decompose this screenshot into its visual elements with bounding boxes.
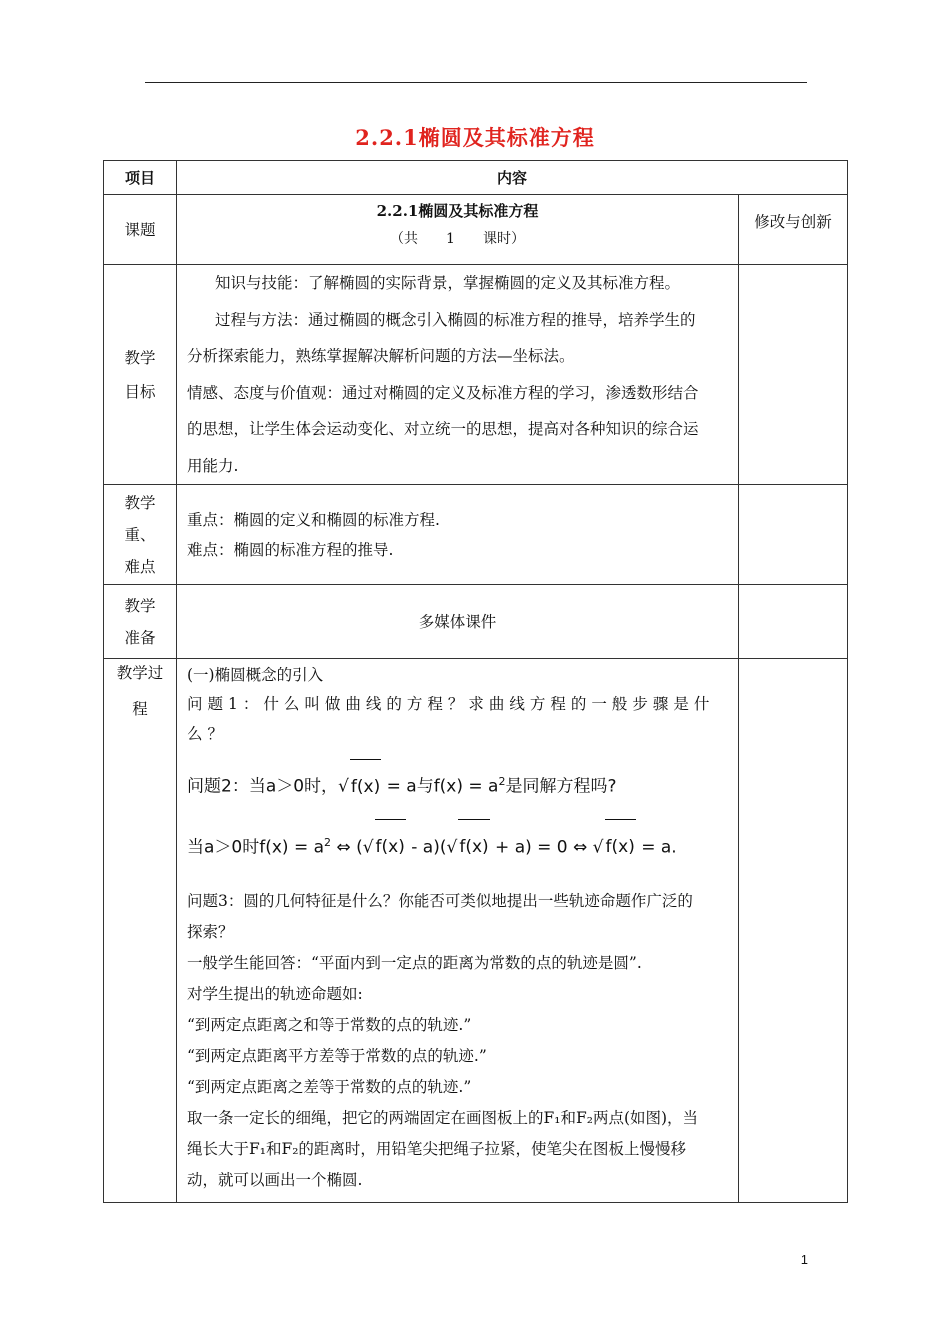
goals-content [177,265,739,485]
process-label-line1: 教学过 [116,664,164,682]
prep-label-line2: 准备 [124,628,156,647]
ans-text-a: 当a＞0时f(x) = a [187,837,325,858]
proposition-intro: 对学生提出的轨迹命题如: [187,985,363,1004]
keypoints-label [104,485,177,585]
ans-text-d: + a) = 0 ⇔ [489,837,593,858]
q2-text-c: 是同解方程吗? [505,776,617,797]
process-revision-cell [739,659,848,1203]
process-label-line2: 程 [132,700,148,718]
keypoints-label-line3: 难点 [124,557,156,576]
sqrt-symbol: √ [362,837,374,858]
key-point: 重点：椭圆的定义和椭圆的标准方程. [187,510,440,529]
question-3-line1: 问题3：圆的几何特征是什么？你能否可类似地提出一些轨迹命题作广泛的 [187,892,693,911]
topic-label: 课题 [104,195,177,265]
revision-column-header: 修改与创新 [739,195,848,265]
q2-radicand: f(x) [350,759,381,814]
keypoints-content [177,485,739,585]
goal-emotion-2: 的思想，让学生体会运动变化、对立统一的思想，提高对各种知识的综合运 [187,420,699,438]
q2-text-a: 问题2：当a＞0时， [187,776,339,797]
q2-text-b: = a与f(x) = a [386,776,499,797]
keypoints-label-line1: 教学 [124,493,156,512]
proposition-3: “到两定点距离之差等于常数的点的轨迹.” [187,1078,472,1097]
prep-revision-cell [739,585,848,659]
sqrt-symbol: √ [338,776,349,797]
ans-radicand-1: f(x) [375,819,406,874]
goals-label-line2: 目标 [124,382,156,401]
sqrt-symbol: √ [592,837,604,858]
ans-radicand-3: f(x) [605,819,636,874]
experiment-line3: 动，就可以画出一个椭圆. [187,1171,363,1190]
question-3-line2: 探索？ [187,923,234,942]
answer-2 [187,816,730,875]
goals-label [104,265,177,485]
process-section-heading: (一)椭圆概念的引入 [187,666,324,684]
ans-radicand-2: f(x) [458,819,489,874]
keypoints-revision-cell [739,485,848,585]
document-title: 2.2.1椭圆及其标准方程 [355,125,595,150]
question-1: 问题1：什么叫做曲线的方程？求曲线方程的一般步骤是什么？ [187,695,715,743]
goal-knowledge: 知识与技能：了解椭圆的实际背景，掌握椭圆的定义及其标准方程。 [215,274,681,292]
student-answer: 一般学生能回答：“平面内到一定点的距离为常数的点的轨迹是圆”. [187,954,642,973]
goals-revision-cell [739,265,848,485]
goal-process-1: 过程与方法：通过椭圆的概念引入椭圆的标准方程的推导，培养学生的 [215,310,696,329]
prep-label-line1: 教学 [124,596,156,615]
sqrt-symbol: √ [446,837,458,858]
q2-superscript: 2 [498,775,506,788]
topic-hours: （共 1 课时） [390,231,525,247]
page-number: 1 [800,1252,808,1267]
ans-text-c: - a)( [405,837,447,858]
proposition-2: “到两定点距离平方差等于常数的点的轨迹.” [187,1047,487,1066]
prep-label [104,585,177,659]
question-2 [187,755,730,814]
difficult-point: 难点：椭圆的标准方程的推导. [187,540,394,559]
proposition-1: “到两定点距离之和等于常数的点的轨迹.” [187,1016,472,1035]
experiment-line1: 取一条一定长的细绳，把它的两端固定在画图板上的F₁和F₂两点(如图)，当 [187,1109,699,1128]
ans-text-e: = a. [635,837,677,858]
topic-cell [177,195,739,265]
header-rule [145,82,807,83]
goal-emotion-1: 情感、态度与价值观：通过对椭圆的定义及标准方程的学习，渗透数形结合 [187,383,699,402]
keypoints-label-line2: 重、 [124,525,156,544]
process-content [177,659,739,1203]
process-label [104,659,177,1203]
experiment-line2: 绳长大于F₁和F₂的距离时，用铅笔尖把绳子拉紧，使笔尖在图板上慢慢移 [187,1140,686,1159]
ans-superscript: 2 [324,835,332,849]
header-content: 内容 [177,161,848,195]
ans-text-b: ⇔ ( [331,837,363,858]
goals-label-line1: 教学 [124,348,156,367]
topic-title: 2.2.1椭圆及其标准方程 [376,202,539,220]
goal-process-2: 分析探索能力，熟练掌握解决解析问题的方法—坐标法。 [187,347,575,365]
header-project: 项目 [104,161,177,195]
goal-emotion-3: 用能力. [187,456,239,475]
lesson-plan-table [103,160,848,1203]
prep-content: 多媒体课件 [177,585,739,659]
